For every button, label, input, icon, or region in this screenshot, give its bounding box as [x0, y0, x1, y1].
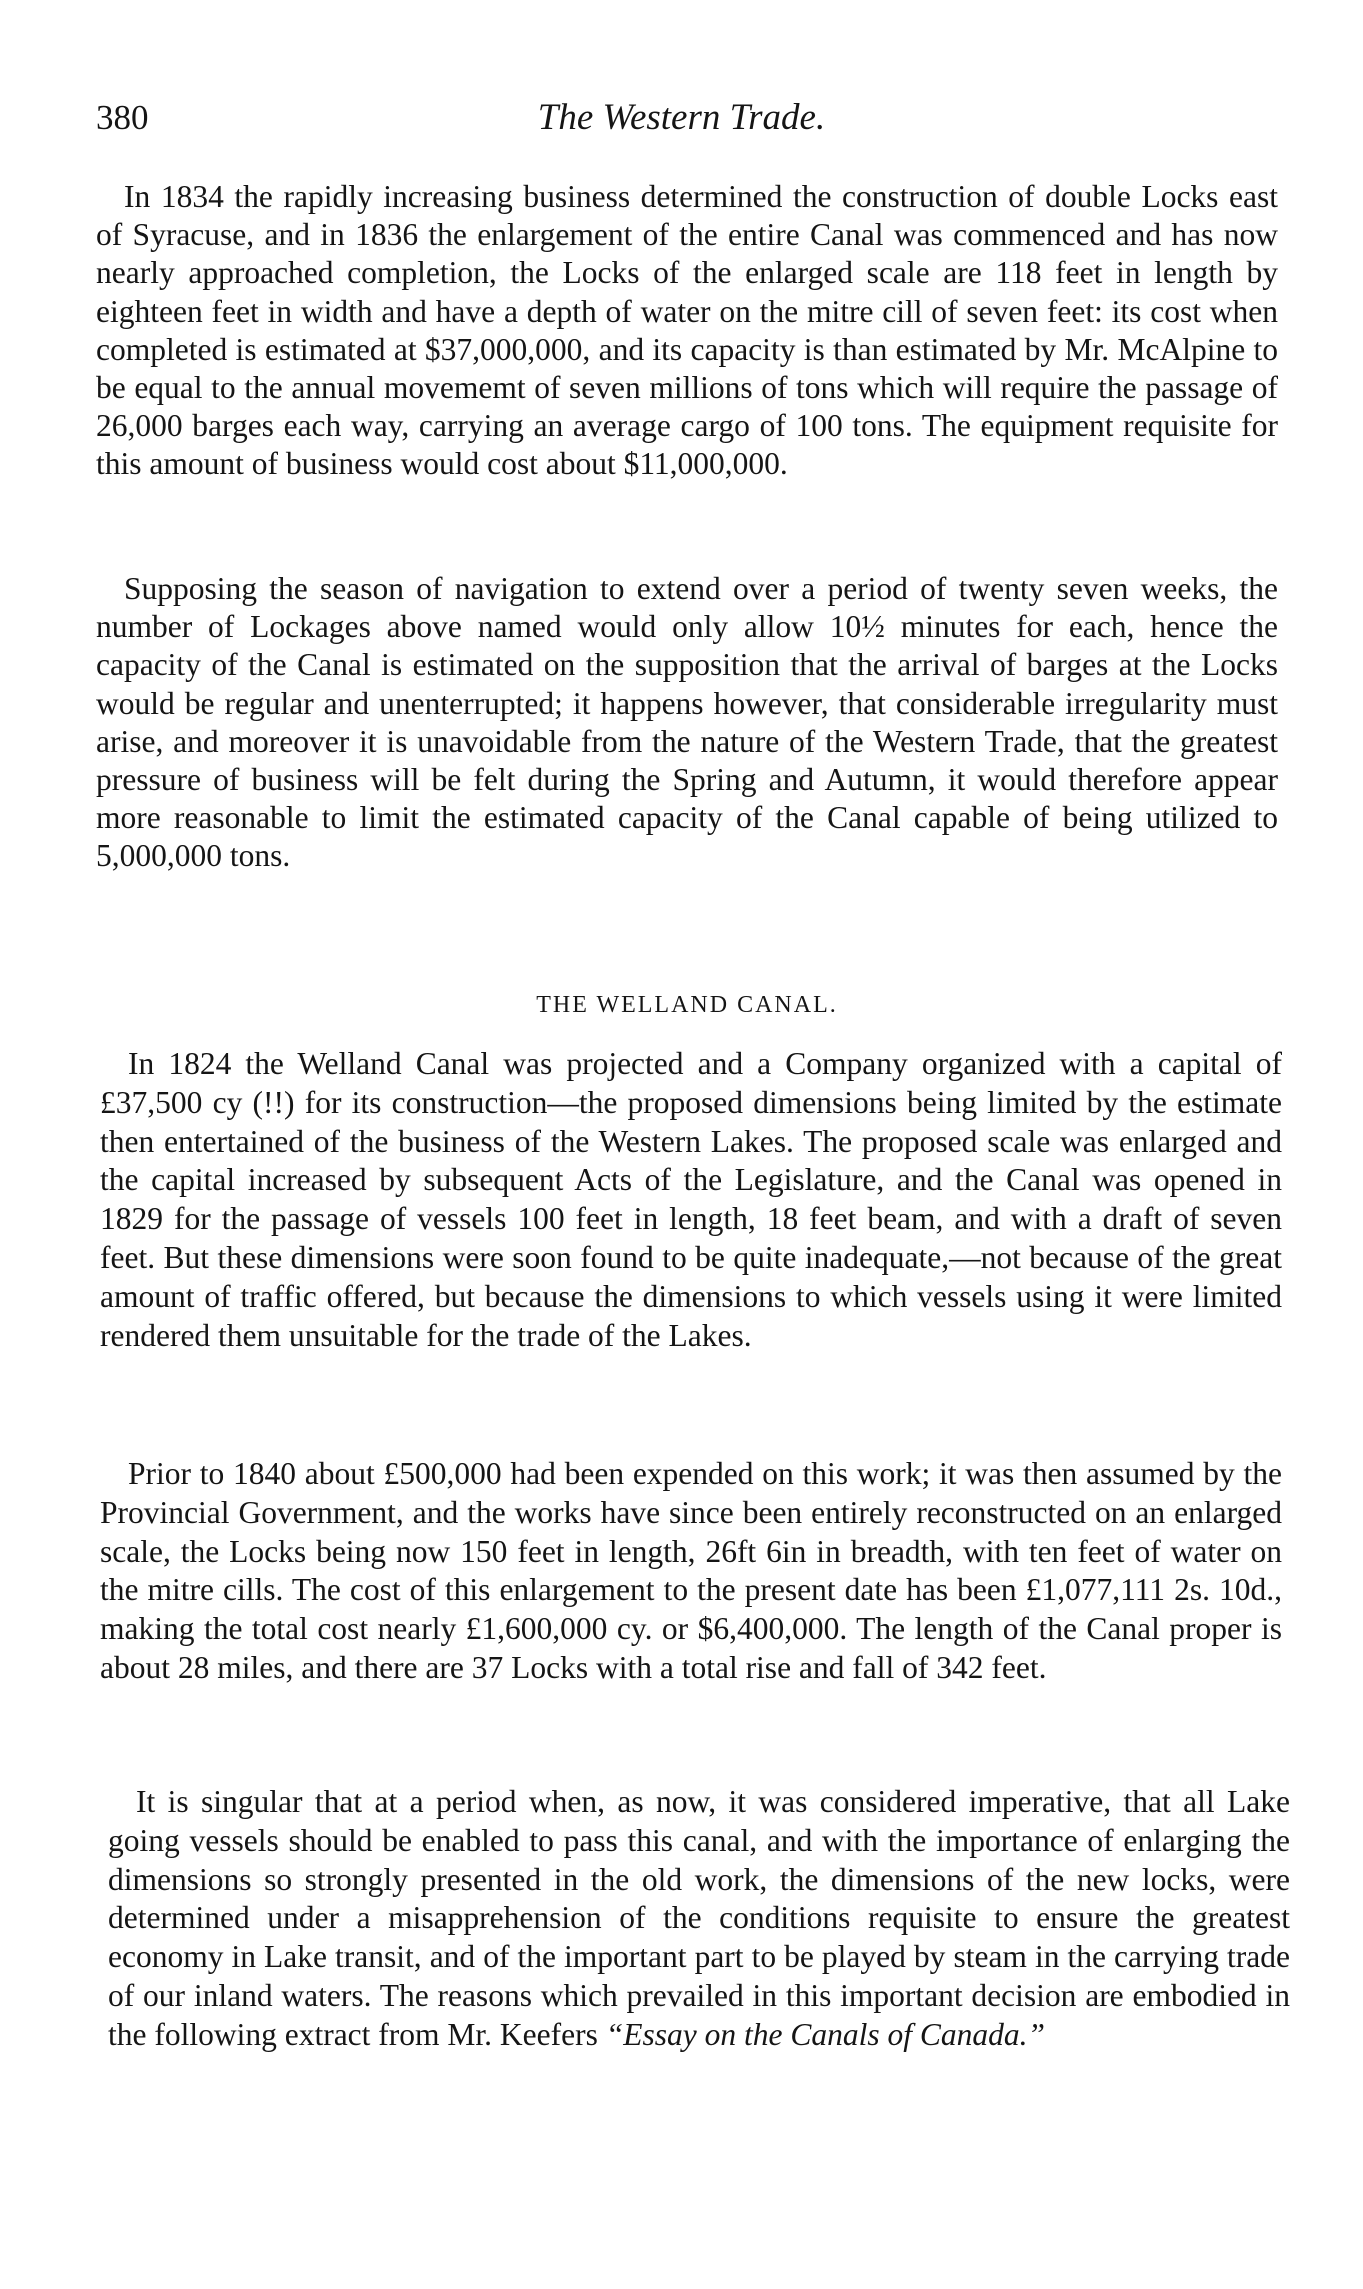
paragraph-erie-locks: In 1834 the rapidly increasing business determined the construction of double Locks east of Syracuse, and in 1836 the enlargement of the entire Canal was commenced and has now nearly approached completion, the Locks of the enlarged scale are 118 feet in length by eighteen feet in width and have a depth of water on the mitre cill of seven feet: its cost when completed is estimated at $37,000,000, and its capacity is than estimated by Mr. McAlpine to be equal to the annual movememt of seven millions of tons which will require the passage of 26,000 barges each way, carrying an average cargo of 100 tons. The equipment requisite for this amount of business would cost about $11,000,000. — [96, 179, 1278, 482]
paragraph-lock-dimensions — [108, 1783, 1290, 2055]
section-heading-welland-canal: THE WELLAND CANAL. — [536, 992, 838, 1018]
page-number: 380 — [96, 98, 149, 137]
paragraph-navigation-season: Supposing the season of navigation to extend over a period of twenty seven weeks, the number of Lockages above named would only allow 10½ minutes for each, hence the capacity of the Canal is estimated on the supposition that the arrival of barges at the Locks would be regular and unenterrupted; it happens however, that considerable irregularity must arise, and moreover it is unavoidable from the nature of the Western Trade, that the greatest pressure of business will be felt during the Spring and Autumn, it would therefore appear more reasonable to limit the estimated capacity of the Canal capable of being utilized to 5,000,000 tons. — [96, 571, 1278, 874]
paragraph-lock-dimensions-text: It is singular that at a period when, as now, it was considered imperative, that all Lake going vessels should be enabled to pass this canal, and with the importance of enlarging the dimensions so strongly presented in the old work, the dimensions of the new locks, were determined under a misapprehension of the conditions requisite to ensure the greatest economy in Lake transit, and of the important part to be played by steam in the carrying trade of our inland waters. The reasons which prevailed in this important decision are embodied in the following extract from Mr. Keefers — [108, 1784, 1290, 2052]
running-title: The Western Trade. — [537, 97, 826, 138]
essay-title-quote: “Essay on the Canals of Canada.” — [605, 2016, 1046, 2052]
paragraph-welland-1824: In 1824 the Welland Canal was projected and a Company organized with a capital of £37,500 cy (!!) for its construction—the proposed dimensions being limited by the estimate then entertained of the business of the Western Lakes. The proposed scale was enlarged and the capital increased by subsequent Acts of the Legislature, and the Canal was opened in 1829 for the passage of vessels 100 feet in length, 18 feet beam, and with a draft of seven feet. But these dimensions were soon found to be quite inadequate,—not because of the great amount of traffic offered, but because the dimensions to which vessels using it were limited rendered them unsuitable for the trade of the Lakes. — [100, 1046, 1282, 1353]
page-header — [96, 98, 1267, 148]
paragraph-welland-1840: Prior to 1840 about £500,000 had been expended on this work; it was then assumed by the Provincial Government, and the works have since been entirely reconstructed on an enlarged scale, the Locks being now 150 feet in length, 26ft 6in in breadth, with ten feet of water on the mitre cills. The cost of this enlargement to the present date has been £1,077,111 2s. 10d., making the total cost nearly £1,600,000 cy. or $6,400,000. The length of the Canal proper is about 28 miles, and there are 37 Locks with a total rise and fall of 342 feet. — [100, 1456, 1282, 1685]
